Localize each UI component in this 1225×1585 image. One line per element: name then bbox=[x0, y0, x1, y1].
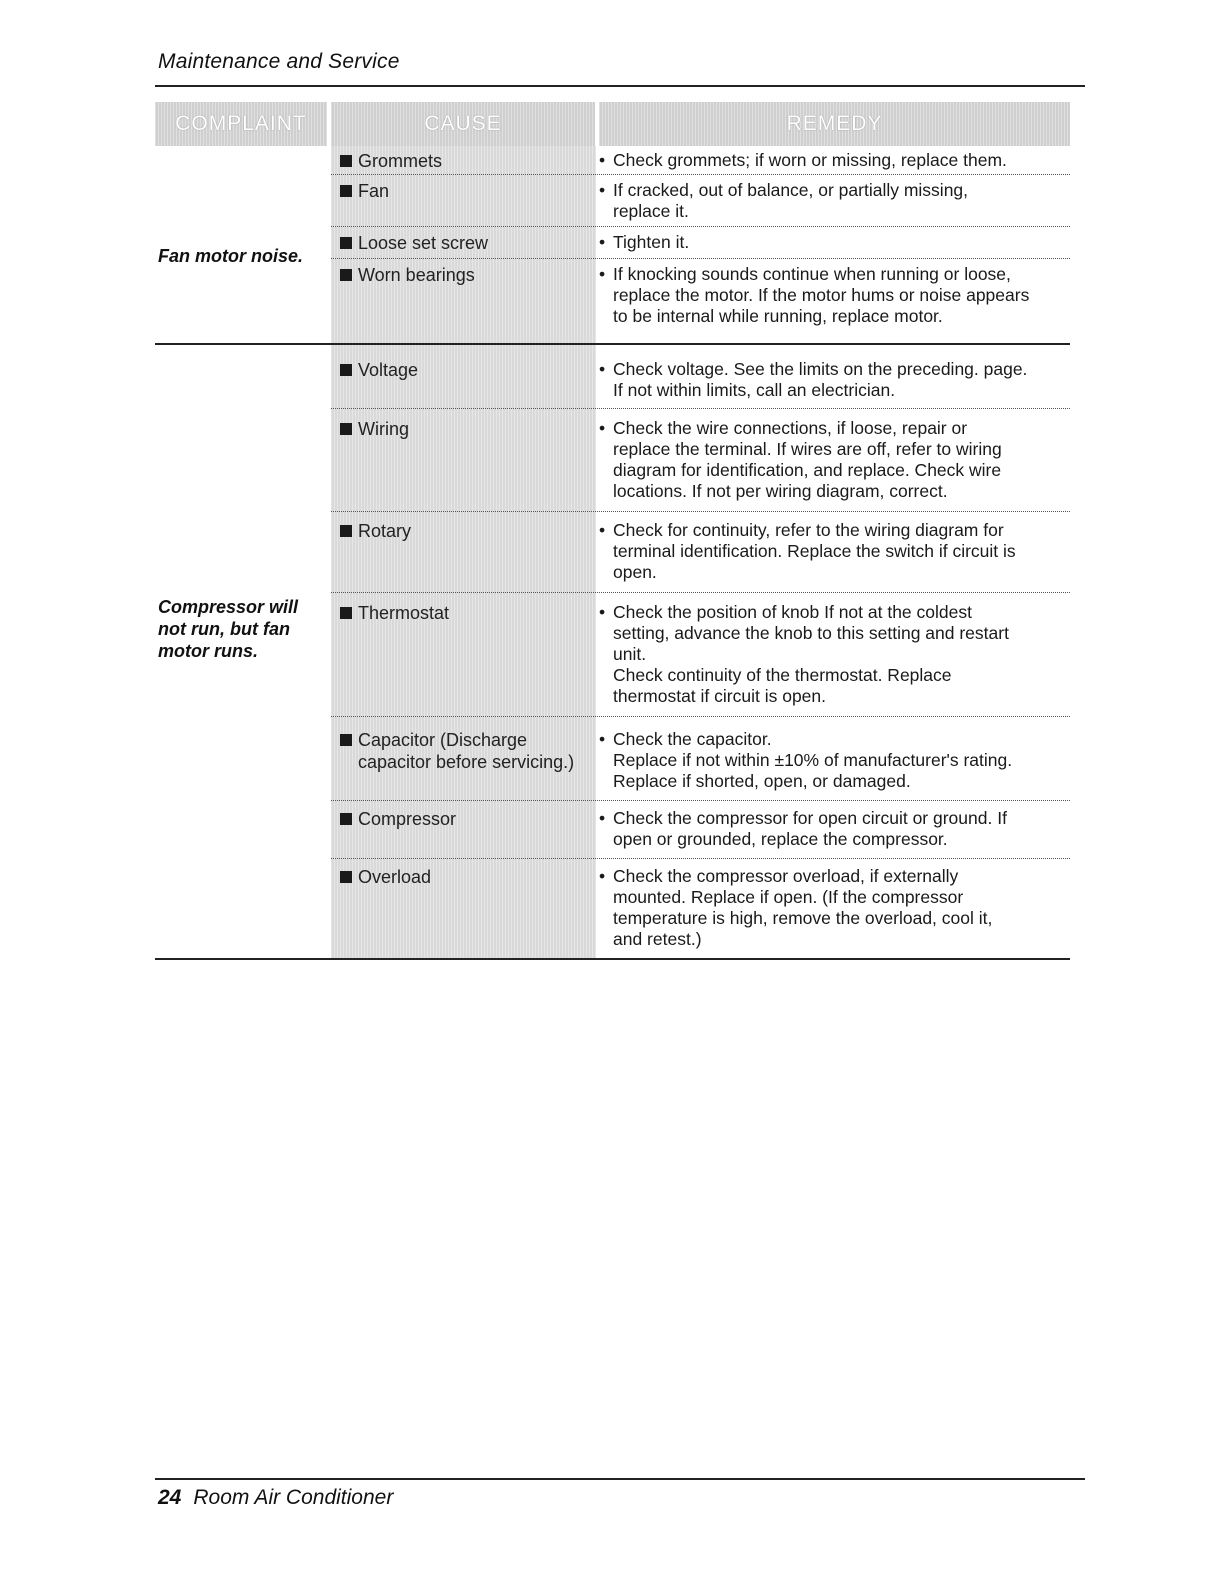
cause-voltage: Voltage bbox=[340, 359, 590, 381]
remedy-loose-set-screw: • Tighten it. bbox=[599, 232, 690, 252]
remedy-rotary: • Check for continuity, refer to the wiring diagram for terminal identification. Replace the switch if circuit is open. bbox=[599, 520, 1016, 582]
remedy-grommets: • Check grommets; if worn or missing, replace them. bbox=[599, 150, 1007, 170]
page-header-title: Maintenance and Service bbox=[158, 50, 400, 73]
cause-thermostat: Thermostat bbox=[340, 602, 590, 624]
cause-wiring: Wiring bbox=[340, 418, 590, 440]
table-header bbox=[155, 102, 1070, 146]
column-header-complaint: COMPLAINT bbox=[155, 102, 327, 146]
page-number: 24 bbox=[158, 1486, 182, 1509]
remedy-worn-bearings: • If knocking sounds continue when running or loose, replace the motor. If the motor hums or noise appears to be internal while running, replace motor. bbox=[599, 264, 1030, 326]
row-divider bbox=[331, 408, 1070, 409]
row-divider bbox=[331, 800, 1070, 801]
row-divider bbox=[331, 511, 1070, 512]
remedy-wiring: • Check the wire connections, if loose, repair or replace the terminal. If wires are off, refer to wiring diagram for identification, and replace. Check wire locations. If not per wiring diagram, correct. bbox=[599, 418, 1002, 501]
complaint-fan-motor-noise: Fan motor noise. bbox=[158, 246, 304, 266]
complaint-compressor-will-not-run: Compressor will not run, but fan motor runs. bbox=[158, 597, 299, 661]
section-divider bbox=[155, 343, 1070, 345]
row-divider bbox=[331, 226, 1070, 227]
cause-compressor: Compressor bbox=[340, 808, 590, 830]
column-header-cause: CAUSE bbox=[331, 102, 595, 146]
remedy-capacitor: • Check the capacitor. Replace if not within ±10% of manufacturer's rating. Replace if shorted, open, or damaged. bbox=[599, 729, 1013, 791]
row-divider bbox=[331, 258, 1070, 259]
cause-rotary: Rotary bbox=[340, 520, 590, 542]
cause-overload: Overload bbox=[340, 866, 590, 888]
page-footer bbox=[158, 1486, 393, 1510]
remedy-voltage: • Check voltage. See the limits on the preceding. page. If not within limits, call an electrician. bbox=[599, 359, 1028, 400]
table-bottom-rule bbox=[155, 958, 1070, 960]
cause-fan: Fan bbox=[340, 180, 590, 202]
footer-title: Room Air Conditioner bbox=[193, 1486, 394, 1509]
row-divider bbox=[331, 592, 1070, 593]
row-divider bbox=[331, 174, 1070, 175]
cause-grommets: Grommets bbox=[340, 150, 590, 172]
cause-loose-set-screw: Loose set screw bbox=[340, 232, 590, 254]
cause-capacitor: Capacitor (Discharge capacitor before servicing.) bbox=[340, 729, 590, 773]
remedy-compressor: • Check the compressor for open circuit or ground. If open or grounded, replace the compressor. bbox=[599, 808, 1007, 849]
column-header-remedy: REMEDY bbox=[599, 102, 1070, 146]
row-divider bbox=[331, 858, 1070, 859]
remedy-fan: • If cracked, out of balance, or partially missing, replace it. bbox=[599, 180, 969, 221]
remedy-overload: • Check the compressor overload, if externally mounted. Replace if open. (If the compressor temperature is high, remove the overload, cool it, and retest.) bbox=[599, 866, 993, 949]
remedy-thermostat: • Check the position of knob If not at the coldest setting, advance the knob to this setting and restart unit. Check continuity of the thermostat. Replace thermostat if circuit is open. bbox=[599, 602, 1009, 706]
cause-worn-bearings: Worn bearings bbox=[340, 264, 590, 286]
header-rule bbox=[155, 85, 1085, 87]
row-divider bbox=[331, 716, 1070, 717]
footer-rule bbox=[155, 1478, 1085, 1480]
